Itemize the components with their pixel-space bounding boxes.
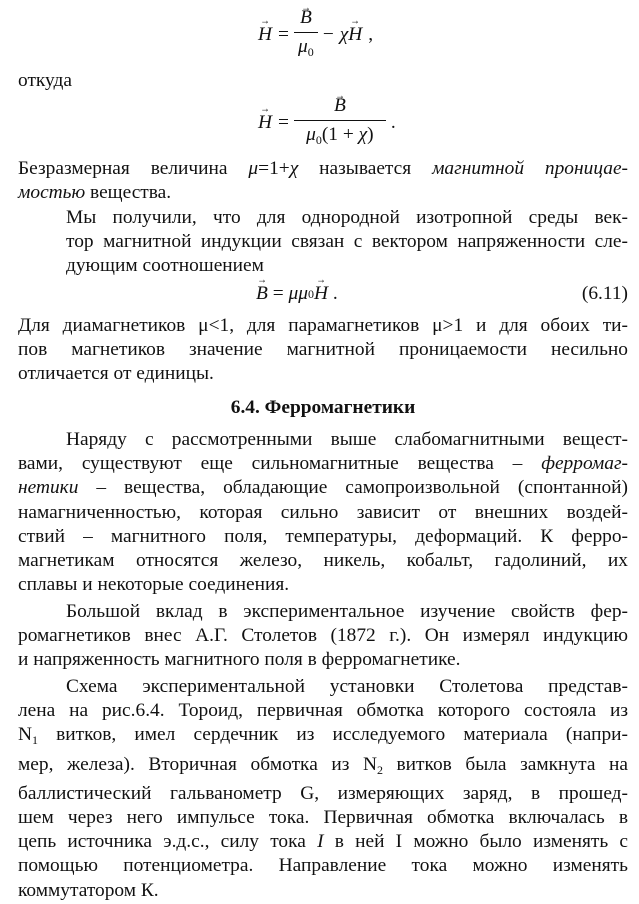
line: тор магнитной индукции связан с вектором напряженности сле- <box>66 231 628 253</box>
paragraph-permeability <box>18 157 628 205</box>
paragraph-dia-para <box>18 314 628 387</box>
equation-1: → H = → $\frac{B}{\mu_0}$ − χ → H , <box>258 6 373 64</box>
eq2-fraction <box>294 94 386 152</box>
eq3-lhs-B: → B <box>256 283 268 305</box>
eq1-chi: χ <box>339 24 349 45</box>
text: =1+ <box>258 158 290 179</box>
line: коммутатором К. <box>18 879 159 901</box>
line: и напряженность магнитного поля в ферромагнетике. <box>18 649 461 671</box>
eq2-trail: . <box>390 112 396 133</box>
line: помощью потенциометра. Направление тока можно изменять <box>18 855 628 877</box>
line: отличается от единицы. <box>18 363 214 385</box>
eq2-lhs-H: → H <box>258 112 272 134</box>
eq1-trail: , <box>368 24 374 45</box>
text: вещества. <box>85 182 172 204</box>
eq3-sub: 0 <box>307 286 314 301</box>
line: сплавы и некоторые соединения. <box>18 574 290 596</box>
paragraph-ferromagnets <box>18 428 628 597</box>
subscript: 2 <box>376 762 383 777</box>
line: Большой вклад в экспериментальное изучение свойств фер- <box>66 601 628 622</box>
eq2-den-sub: 0 <box>315 133 322 147</box>
term-permeability-end: мостью <box>18 182 86 204</box>
text: в ней I можно было изменять с <box>323 831 629 853</box>
eq3-trail: . <box>327 283 338 304</box>
line: баллистический гальванометр G, измеряющих заряд, в прошед- <box>18 782 628 804</box>
eq1-num-B: → B <box>300 6 312 30</box>
eq1-minus: − <box>322 24 334 45</box>
line: Схема экспериментальной установки Столетова представ- <box>66 676 628 697</box>
line: пов магнетиков значение магнитной проницаемости несильно <box>18 339 628 361</box>
section-heading: 6.4. Ферромагнетики <box>230 397 416 418</box>
eq2-den-close: ) <box>367 124 374 145</box>
eq1-fraction <box>294 6 318 64</box>
eq2-den-open: (1 + <box>321 124 359 145</box>
line: намагниченностью, которая сильно зависит от внешних воздей- <box>18 501 628 523</box>
text: витков, имел сердечник из исследуемого материала (напри- <box>38 724 628 746</box>
line: ромагнетиков внес А.Г. Столетов (1872 г.). Он измерял индукцию <box>18 625 628 647</box>
line: ствий – магнитного поля, температуры, деформаций. К ферро- <box>18 525 628 547</box>
eq1-den-mu: μ <box>298 36 308 57</box>
eq1-rhs-H: → H <box>348 24 362 46</box>
eq1-den-sub: 0 <box>307 45 314 59</box>
line: Мы получили, что для однородной изотропной среды век- <box>66 207 628 228</box>
equation-2: → H = → $\frac{B}{\mu_0(1 + \chi)}$ . <box>258 94 396 152</box>
line: Для диамагнетиков μ<1, для парамагнетиков μ>1 и для обоих ти- <box>18 315 628 336</box>
equation-6-11 <box>256 283 628 305</box>
text: вами, существуют еще сильномагнитные вещества – <box>18 453 542 475</box>
eq2-den-mu: μ <box>306 124 316 145</box>
term-ferromagnets: ферромаг- <box>541 453 628 475</box>
eq3-mu: μμ <box>288 283 308 304</box>
term-ferromagnets-end: нетики <box>18 477 79 499</box>
line: лена на рис.6.4. Тороид, первичная обмотка которого состояла из <box>18 700 628 722</box>
eq2-den-chi: χ <box>358 124 368 145</box>
eq3-rhs-H: → H <box>314 283 328 305</box>
text: мер, железа). Вторичная обмотка из N <box>18 753 377 775</box>
mu-symbol: μ <box>248 158 259 179</box>
paragraph-relation <box>18 206 628 279</box>
paragraph-stoletov <box>18 600 628 673</box>
text: цепь источника э.д.с., силу тока <box>18 831 318 853</box>
term-permeability: магнитной проницае- <box>432 158 629 179</box>
text: витков была замкнута на <box>382 753 628 775</box>
eq1-lhs-H: → H <box>258 24 272 46</box>
current-symbol: I <box>317 831 324 853</box>
line: шем через него импульсе тока. Первичная обмотка включалась в <box>18 807 628 829</box>
text: – вещества, обладающие самопроизвольной (спонтанной) <box>78 477 628 499</box>
equation-number: (6.11) <box>581 283 628 304</box>
line: магнетикам относятся железо, никель, кобальт, гадолиний, их <box>18 550 628 572</box>
eq2-num-B: → B <box>334 94 346 118</box>
text: называется <box>298 158 433 179</box>
chi-symbol: χ <box>289 158 299 179</box>
eq3-equals: = <box>267 283 289 304</box>
word-otkuda: откуда <box>18 70 73 91</box>
text: Безразмерная величина <box>18 158 249 179</box>
paragraph-setup <box>18 675 628 903</box>
line: дующим соотношением <box>66 255 264 277</box>
line: Наряду с рассмотренными выше слабомагнитными вещест- <box>66 429 628 450</box>
text: N <box>18 724 33 746</box>
subscript: 1 <box>32 733 39 748</box>
